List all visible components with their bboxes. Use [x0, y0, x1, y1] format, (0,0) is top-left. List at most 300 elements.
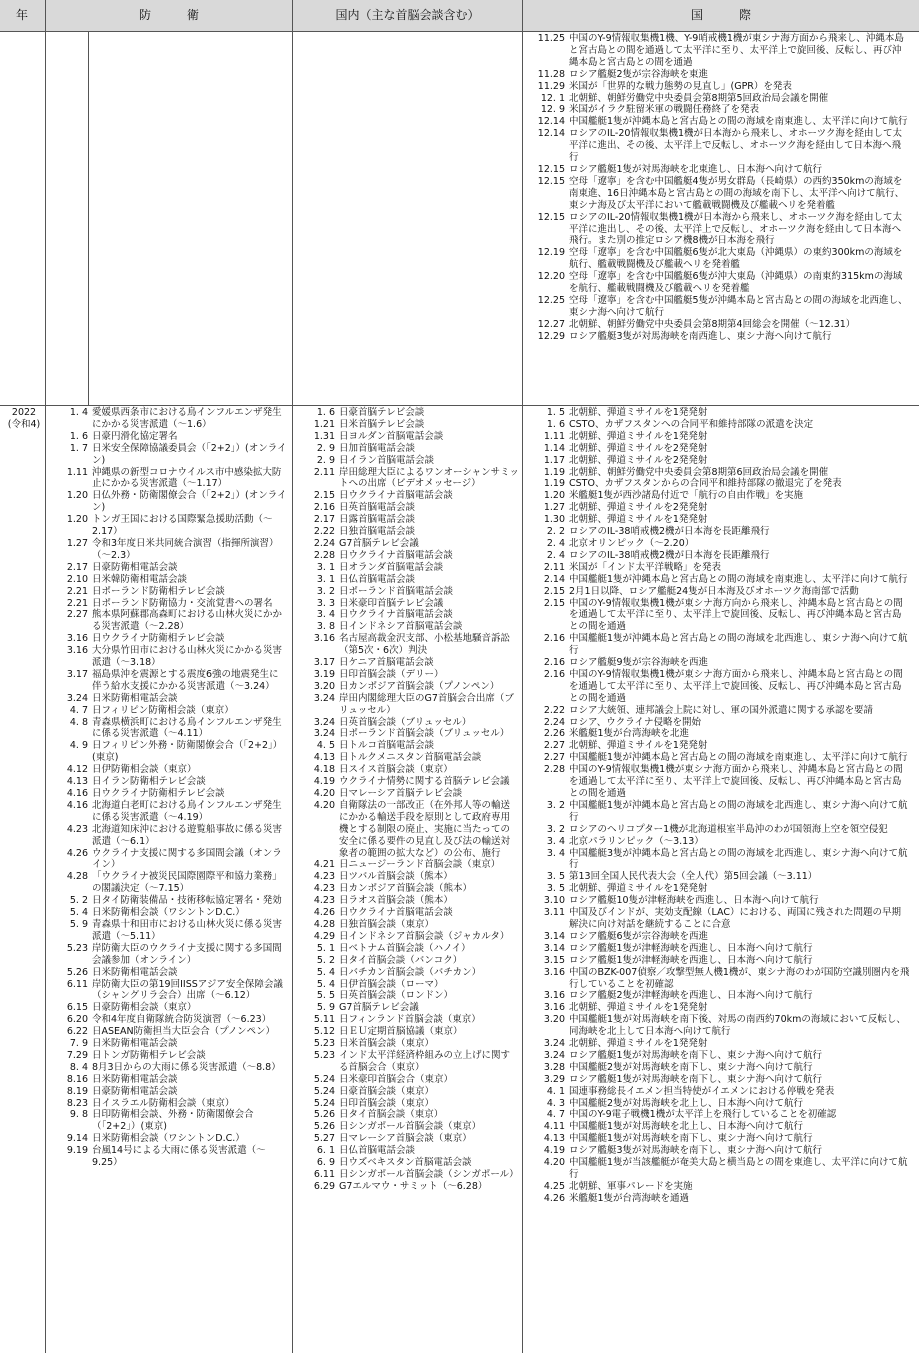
entry-date: 2.28 — [313, 549, 335, 561]
chronology-entry — [525, 1157, 910, 1181]
chronology-entry — [48, 467, 288, 491]
chronology-entry — [525, 295, 910, 319]
entry-text: 日オランダ首脳電話会談 — [339, 561, 444, 573]
entry-text: 空母「遼寧」を含む中国艦艇6隻が北大東島（沖縄県）の東約300kmの海域を航行、艦載戦闘機及び艦載ヘリを発着艦 — [569, 247, 903, 271]
entry-text: ウクライナ支援に関する多国間会議（オンライン） — [92, 847, 282, 871]
entry-date: 4.29 — [313, 930, 335, 942]
chronology-entry — [295, 562, 519, 574]
entry-date: 2.17 — [313, 514, 335, 526]
chronology-entry — [295, 764, 519, 776]
year-era: (令和4) — [7, 418, 41, 430]
chronology-entry — [295, 1145, 519, 1157]
chronology-entry — [525, 1086, 910, 1098]
chronology-entry — [525, 33, 910, 69]
entry-text: 日フィリピン外務・防衛閣僚会合（「2+2」）(東京) — [92, 740, 283, 764]
chronology-entry — [48, 764, 288, 776]
entry-text: 日仏首脳電話会談 — [339, 1145, 416, 1157]
entry-date: 3. 4 — [546, 835, 565, 847]
entry-date: 6.20 — [66, 1014, 88, 1026]
entry-text: 日米防衛相電話会談 — [92, 966, 178, 978]
international-column — [525, 407, 910, 1205]
entry-text: 日ウズベキスタン首脳電話会談 — [339, 1157, 472, 1169]
entry-text: 沖縄県の新型コロナウイルス市中感染拡大防止にかかる災害派遣（～1.17） — [92, 466, 282, 490]
entry-text: 中国艦艇1隻が対馬海峡を南下後、対馬の南西約70kmの海域において反転し、同海峡を北上して日本海へ向けて航行 — [569, 1014, 906, 1038]
entry-text: 日ウクライナ首脳電話会談 — [339, 490, 453, 502]
column-divider — [522, 0, 523, 1353]
entry-text: 日ツバル首脳会談（熊本） — [339, 871, 453, 883]
entry-text: 北朝鮮、弾道ミサイルを2発発射 — [569, 502, 708, 514]
chronology-entry — [295, 979, 519, 991]
chronology-entry — [295, 1038, 519, 1050]
entry-text: ロシア艦艇9隻が宗谷海峡を西進 — [569, 657, 709, 669]
entry-date: 3.16 — [66, 645, 88, 657]
entry-date: 4.23 — [313, 883, 335, 895]
entry-date: 12. 9 — [540, 104, 565, 116]
entry-text: 日伊防衛相会談（東京） — [92, 764, 197, 776]
chronology-entry — [295, 633, 519, 657]
entry-text: 北海道知床沖における遊覧船事故に係る災害派遣（～6.1） — [92, 823, 283, 847]
entry-date: 2. 2 — [546, 526, 565, 538]
chronology-entry — [295, 740, 519, 752]
entry-text: 北朝鮮、弾道ミサイルを1発発射 — [569, 1002, 708, 1014]
chronology-entry — [525, 598, 910, 634]
chronology-entry — [525, 740, 910, 752]
entry-date: 2.15 — [313, 490, 335, 502]
header-defense: 防 衛 — [138, 8, 199, 22]
entry-date: 3.24 — [543, 1049, 565, 1061]
entry-text: ロシア大統領、連邦議会上院に対し、軍の国外派遣に関する承認を要請 — [569, 704, 874, 716]
entry-text: 中国艦艇1隻が対馬海峡を北上し、日本海へ向けて航行 — [569, 1121, 804, 1133]
chronology-entry — [295, 467, 519, 491]
entry-date: 2.21 — [66, 597, 88, 609]
entry-date: 2. 4 — [546, 549, 565, 561]
entry-text: 日露首脳電話会談 — [339, 514, 416, 526]
entry-text: 日ウクライナ防衛相テレビ会談 — [92, 788, 225, 799]
entry-text: 日英首脳電話会談 — [339, 502, 416, 514]
chronology-entry — [295, 895, 519, 907]
entry-text: 日ウクライナ防衛相テレビ会談 — [92, 633, 225, 645]
entry-text: 日フィンランド首脳会談（東京） — [339, 1014, 481, 1026]
chronology-entry — [295, 681, 519, 693]
chronology-entry — [525, 562, 910, 574]
chronology-entry — [295, 526, 519, 538]
entry-text: 日米防衛相電話会談 — [92, 1038, 178, 1050]
entry-date: 2.11 — [543, 561, 565, 573]
chronology-entry — [295, 621, 519, 633]
chronology-entry — [295, 1014, 519, 1026]
entry-date: 5. 2 — [316, 954, 335, 966]
chronology-entry — [525, 943, 910, 955]
entry-text: CSTO、カザフスタンからの合同平和維持部隊の撤退完了を発表 — [569, 478, 842, 490]
chronology-entry — [525, 212, 910, 248]
entry-text: 8月3日からの大雨に係る災害派遣（～8.8） — [92, 1061, 281, 1073]
entry-text: ロシアのIL-20情報収集機1機が日本海から飛来し、オホーツク海を経由して太平洋に進出、その後、太平洋上で反転し、オホーツク海を経由して日本海へ飛行 — [569, 128, 903, 164]
entry-text: 米国が「世界的な戦力態勢の見直し」(GPR）を発表 — [569, 80, 792, 92]
chronology-entry — [295, 800, 519, 860]
entry-text: 北朝鮮、弾道ミサイルを1発発射 — [569, 407, 708, 418]
entry-text: 日ウクライナ首脳電話会談 — [339, 609, 453, 621]
chronology-entry — [525, 1133, 910, 1145]
entry-date: 4.21 — [313, 859, 335, 871]
entry-date: 5.23 — [313, 1049, 335, 1061]
chronology-entry — [525, 883, 910, 895]
entry-date: 4.26 — [66, 847, 88, 859]
entry-date: 3.14 — [543, 930, 565, 942]
entry-text: 日米防衛相電話会談 — [92, 692, 178, 704]
entry-text: 青森県横浜町における鳥インフルエンザ発生に係る災害派遣（～4.11） — [92, 716, 282, 740]
chronology-entry — [525, 116, 910, 128]
entry-date: 4.13 — [313, 752, 335, 764]
entry-date: 2.27 — [543, 740, 565, 752]
entry-date: 5.27 — [313, 1133, 335, 1145]
chronology-entry — [295, 955, 519, 967]
entry-date: 12.27 — [537, 318, 565, 330]
entry-text: 国連事務総長イエメン担当特使がイエメンにおける停戦を発表 — [569, 1085, 835, 1097]
entry-text: CSTO、カザフスタンへの合同平和維持部隊の派遣を決定 — [569, 418, 814, 430]
chronology-entry — [295, 859, 519, 871]
entry-text: 中国艦艇1隻が沖縄本島と宮古島との間の海域を南東進し、太平洋に向けて航行 — [569, 752, 908, 764]
entry-text: 日イスラエル防衛相会談（東京） — [92, 1097, 235, 1109]
chronology-entry — [525, 176, 910, 212]
header-international: 国 際 — [690, 8, 751, 22]
entry-date: 3.16 — [313, 633, 335, 645]
entry-date: 6. 1 — [316, 1145, 335, 1157]
entry-date: 4.23 — [313, 871, 335, 883]
entry-text: 日ポーランド首脳電話会談 — [339, 585, 454, 597]
entry-date: 9.14 — [66, 1133, 88, 1145]
entry-text: ロシア艦艇1隻が対馬海峡を北東進し、日本海へ向けて航行 — [569, 163, 823, 175]
chronology-entry — [525, 526, 910, 538]
entry-text: 日豪首脳会談（東京） — [339, 1085, 435, 1097]
entry-date: 4.18 — [313, 764, 335, 776]
entry-date: 5.11 — [313, 1014, 335, 1026]
entry-date: 1.17 — [543, 454, 565, 466]
entry-date: 1.31 — [313, 430, 335, 442]
entry-date: 3. 2 — [546, 799, 565, 811]
chronology-entry — [295, 967, 519, 979]
entry-date: 3.10 — [543, 895, 565, 907]
chronology-entry — [295, 1181, 519, 1193]
entry-date: 3. 5 — [546, 871, 565, 883]
entry-text: 北京オリンピック（～2.20） — [569, 537, 695, 549]
entry-date: 11.29 — [537, 80, 565, 92]
chronology-entry — [295, 1074, 519, 1086]
entry-text: 北朝鮮、弾道ミサイルを2発発射 — [569, 454, 708, 466]
entry-text: 日米豪印首脳テレビ会議 — [339, 597, 444, 609]
entry-date: 3. 8 — [316, 621, 335, 633]
chronology-entry — [525, 331, 910, 343]
entry-text: 日印防衛相会談、外務・防衛閣僚会合（「2+2」）(東京) — [92, 1109, 254, 1133]
chronology-entry — [48, 1014, 288, 1026]
entry-date: 1.21 — [313, 418, 335, 430]
entry-text: 台風14号による大雨に係る災害派遣（～9.25） — [92, 1145, 266, 1169]
entry-text: 日トルコ首脳電話会談 — [339, 740, 435, 752]
entry-text: 米艦艇1隻が西沙諸島付近で「航行の自由作戦」を実施 — [569, 490, 804, 502]
entry-text: ロシアのIL-38哨戒機2機が日本海を長距離飛行 — [569, 526, 770, 538]
entry-text: 中国艦艇1隻が沖縄本島と宮古島との間の海域を南東進し、太平洋に向けて航行 — [569, 573, 908, 585]
chronology-entry — [295, 1086, 519, 1098]
chronology-entry — [48, 645, 288, 669]
entry-text: 第13回全国人民代表大会（全人代）第5回会議（～3.11） — [569, 871, 818, 883]
chronology-entry — [48, 514, 288, 538]
entry-date: 1.19 — [543, 466, 565, 478]
entry-text: 日バチカン首脳会談（バチカン） — [339, 966, 482, 978]
entry-text: 日ケニア首脳電話会談 — [339, 657, 434, 669]
chronology-entry — [48, 1098, 288, 1110]
chronology-entry — [525, 514, 910, 526]
chronology-entry — [295, 407, 519, 419]
chronology-entry — [295, 431, 519, 443]
chronology-entry — [525, 490, 910, 502]
chronology-entry — [525, 431, 910, 443]
entry-date: 12.25 — [537, 294, 565, 306]
defense-column — [48, 407, 288, 1169]
chronology-entry — [48, 967, 288, 979]
entry-text: 米艦艇1隻が台湾海峡を北進 — [569, 728, 690, 740]
chronology-entry — [295, 609, 519, 621]
chronology-entry — [48, 1145, 288, 1169]
chronology-entry — [295, 455, 519, 467]
entry-date: 5. 4 — [69, 907, 88, 919]
chronology-entry — [295, 788, 519, 800]
entry-text: ロシアのIL-20情報収集機1機が日本海から飛来し、オホーツク海を経由して太平洋に進出し、その後、太平洋上で反転し、オホーツク海を経由して日本海へ飛行。また別の推定ロシア機8機が日本海を飛行 — [569, 211, 903, 247]
chronology-entry — [48, 788, 288, 800]
chronology-entry — [295, 1098, 519, 1110]
entry-text: 日シンガポール首脳会談（東京） — [339, 1121, 482, 1133]
chronology-entry — [48, 919, 288, 943]
chronology-entry — [525, 1062, 910, 1074]
top-international-column — [525, 33, 910, 343]
entry-date: 5.24 — [313, 1085, 335, 1097]
chronology-entry — [295, 693, 519, 717]
entry-date: 11.25 — [537, 33, 565, 44]
entry-date: 2.11 — [313, 466, 335, 478]
chronology-entry — [525, 657, 910, 669]
entry-text: ロシア艦艇3隻が対馬海峡を南下し、東シナ海へ向けて航行 — [569, 1145, 823, 1157]
entry-text: 愛媛県西条市における鳥インフルエンザ発生にかかる災害派遣（～1.6） — [92, 407, 282, 430]
entry-date: 1.19 — [543, 478, 565, 490]
chronology-entry — [48, 1109, 288, 1133]
entry-date: 12.15 — [537, 163, 565, 175]
entry-text: 日トンガ防衛相テレビ会談 — [92, 1049, 206, 1061]
entry-text: 北朝鮮、弾道ミサイルを1発発射 — [569, 430, 708, 442]
entry-date: 4.23 — [66, 823, 88, 835]
entry-text: ロシア艦艇3隻が対馬海峡を南西進し、東シナ海へ向けて航行 — [569, 330, 832, 342]
chronology-entry — [295, 717, 519, 729]
entry-date: 2.16 — [313, 502, 335, 514]
entry-text: 日豪防衛相会談（東京） — [92, 1002, 197, 1014]
entry-text: 日加首脳電話会談 — [339, 442, 416, 454]
entry-date: 5.26 — [66, 966, 88, 978]
chronology-entry — [525, 752, 910, 764]
entry-date: 4.11 — [543, 1121, 565, 1133]
chronology-entry — [295, 728, 519, 740]
entry-date: 8. 4 — [69, 1061, 88, 1073]
entry-text: 日トルクメニスタン首脳電話会談 — [339, 752, 482, 764]
chronology-entry — [525, 1145, 910, 1157]
chronology-entry — [48, 800, 288, 824]
entry-date: 4.13 — [66, 776, 88, 788]
entry-date: 1. 6 — [546, 418, 565, 430]
entry-text: 岸防衛大臣のウクライナ支援に関する多国間会議参加（オンライン） — [92, 942, 282, 966]
chronology-entry — [525, 478, 910, 490]
entry-date: 3.28 — [543, 1061, 565, 1073]
entry-date: 6.22 — [66, 1026, 88, 1038]
chronology-entry — [295, 657, 519, 669]
entry-text: 中国艦艇2隻が対馬海峡を南下し、東シナ海へ向けて航行 — [569, 1061, 813, 1073]
chronology-entry — [295, 598, 519, 610]
entry-text: 自衛隊法の一部改正（在外邦人等の輸送にかかる輸送手段を原則として政府専用機とする制限の廃止、実施に当たっての安全に係る要件の見直し及び法の輸送対象者の範囲の拡大など）の公布、施行 — [339, 799, 511, 859]
chronology-entry — [48, 407, 288, 431]
entry-date: 4. 7 — [546, 1109, 565, 1121]
entry-text: ロシア艦艇1隻が対馬海峡を南下し、東シナ海へ向けて航行 — [569, 1049, 823, 1061]
entry-date: 9. 8 — [69, 1109, 88, 1121]
entry-text: 中国艦艇2隻が対馬海峡を北上し、日本海へ向けて航行 — [569, 1097, 804, 1109]
chronology-entry — [525, 502, 910, 514]
entry-text: 日ウクライナ首脳電話会談 — [339, 907, 453, 919]
entry-text: 中国艦艇1隻が対馬海峡を南下し、東シナ海へ向けて航行 — [569, 1133, 813, 1145]
chronology-entry — [525, 907, 910, 931]
chronology-entry — [295, 1121, 519, 1133]
chronology-entry — [48, 609, 288, 633]
entry-date: 6.29 — [313, 1180, 335, 1192]
chronology-entry — [48, 717, 288, 741]
entry-text: 中国艦艇1隻が当該艦艇が奄美大島と横当島との間を東進し、太平洋に向けて航行 — [569, 1157, 908, 1180]
entry-text: 中国のBZK-007偵察／攻撃型無人機1機が、東シナ海のわが国防空識別圏内を飛行していることを初確認 — [569, 966, 910, 990]
chronology-entry — [48, 490, 288, 514]
entry-date: 4.20 — [543, 1157, 565, 1169]
chronology-entry — [48, 598, 288, 610]
entry-date: 4. 1 — [546, 1085, 565, 1097]
entry-text: 福島県沖を震源とする震度6強の地震発生に伴う給水支援にかかる災害派遣（～3.24） — [92, 668, 279, 692]
entry-date: 5.12 — [313, 1026, 335, 1038]
chronology-entry — [295, 1026, 519, 1038]
entry-text: 中国のY-9情報収集機1機が東シナ海方向から飛来し、沖縄本島と宮古島との間を通過して太平洋に至り、太平洋上で旋回後、反転し、再び沖縄本島と宮古島との間を通過 — [569, 597, 903, 633]
chronology-entry — [295, 931, 519, 943]
entry-date: 2.22 — [313, 526, 335, 538]
entry-text: 日カンボジア首脳会談（熊本） — [339, 883, 473, 895]
entry-date: 2.27 — [543, 752, 565, 764]
entry-date: 5. 9 — [69, 918, 88, 930]
entry-text: 中国艦艇1隻が沖縄本島と宮古島との間の海域を北西進し、東シナ海へ向けて航行 — [569, 799, 908, 823]
chronology-entry — [295, 514, 519, 526]
entry-text: 日カンボジア首脳会談（プノンペン） — [339, 680, 500, 692]
entry-date: 4. 8 — [69, 716, 88, 728]
entry-date: 4.28 — [313, 918, 335, 930]
chronology-entry — [48, 1086, 288, 1098]
chronology-entry — [295, 538, 519, 550]
chronology-entry — [525, 443, 910, 455]
entry-date: 2.15 — [543, 597, 565, 609]
chronology-entry — [48, 1062, 288, 1074]
entry-text: ロシア艦艇6隻が宗谷海峡を西進 — [569, 930, 709, 942]
entry-text: 空母「遼寧」を含む中国艦艇4隻が男女群島（長崎県）の西約350kmの海域を南東進、16日沖縄本島と宮古島との間の海域を南下し、太平洋へ向けて航行、東シナ海及び太平洋において艦載戦闘機及び艦載ヘリを発着艦 — [569, 175, 905, 211]
entry-date: 2. 9 — [316, 442, 335, 454]
entry-text: 青森県十和田市における山林火災に係る災害派遣（～5.11） — [92, 918, 283, 942]
chronology-entry — [295, 490, 519, 502]
entry-text: 日インドネシア首脳会談（ジャカルタ） — [339, 930, 510, 942]
chronology-entry — [48, 1050, 288, 1062]
entry-date: 3.16 — [543, 966, 565, 978]
entry-text: 北朝鮮、弾道ミサイルを2発発射 — [569, 442, 708, 454]
entry-text: 日フィリピン防衛相会談（東京） — [92, 704, 234, 716]
entry-date: 5. 1 — [316, 942, 335, 954]
chronology-entry — [525, 1074, 910, 1086]
chronology-entry — [48, 907, 288, 919]
chronology-entry — [295, 907, 519, 919]
entry-date: 4.26 — [543, 1192, 565, 1204]
chronology-entry — [525, 895, 910, 907]
entry-date: 2.16 — [543, 633, 565, 645]
entry-date: 3.14 — [543, 942, 565, 954]
chronology-entry — [48, 1038, 288, 1050]
chronology-entry — [525, 669, 910, 705]
entry-date: 1.11 — [66, 466, 88, 478]
entry-date: 4.16 — [66, 788, 88, 799]
entry-date: 3. 2 — [546, 823, 565, 835]
chronology-entry — [48, 979, 288, 1003]
entry-date: 6.11 — [66, 978, 88, 990]
chronology-entry — [525, 705, 910, 717]
entry-text: 日豪円滑化協定署名 — [92, 430, 178, 442]
entry-date: 7.29 — [66, 1049, 88, 1061]
entry-date: 5. 4 — [316, 966, 335, 978]
chronology-entry — [295, 883, 519, 895]
entry-text: 日印首脳会談（東京） — [339, 1097, 435, 1109]
entry-text: ロシア艦艇1隻が対馬海峡を南下し、東シナ海へ向けて航行 — [569, 1073, 823, 1085]
entry-date: 3. 4 — [546, 847, 565, 859]
entry-text: 北朝鮮、朝鮮労働党中央委員会第8期第5回政治局会議を開催 — [569, 92, 829, 104]
entry-date: 5. 9 — [316, 1002, 335, 1014]
entry-text: 日イラン首脳電話会談 — [339, 454, 435, 466]
entry-date: 2.24 — [313, 537, 335, 549]
chronology-entry — [295, 752, 519, 764]
entry-text: 日米豪印首脳会合（東京） — [339, 1073, 454, 1085]
entry-text: 日マレーシア首脳テレビ会談 — [339, 788, 463, 799]
entry-date: 3. 5 — [546, 883, 565, 895]
entry-text: 日米韓防衛相電話会談 — [92, 573, 188, 585]
entry-text: 2月1日以降、ロシア艦艇24隻が日本海及びオホーツク海南部で活動 — [569, 585, 859, 597]
chronology-entry — [48, 824, 288, 848]
entry-text: 北朝鮮、朝鮮労働党中央委員会第8期第6回政治局会議を開催 — [569, 466, 829, 478]
chronology-entry — [525, 271, 910, 295]
table-header — [0, 0, 919, 32]
entry-text: 中国のY-9情報収集機1機が東シナ海方面から飛来し、沖縄本島と宮古島との間を通過して太平洋に至り、太平洋上で旋回後、反転し、再び沖縄本島と宮古島との間を通過 — [569, 668, 903, 704]
entry-text: 岸防衛大臣の第19回IISSアジア安全保障会議（シャングリラ会合）出席（～6.12） — [92, 978, 283, 1002]
entry-text: 日マレーシア首脳会談（東京） — [339, 1133, 472, 1145]
entry-date: 1.11 — [543, 430, 565, 442]
chronology-entry — [525, 633, 910, 657]
entry-date: 2.24 — [543, 716, 565, 728]
chronology-entry — [295, 776, 519, 788]
entry-date: 3.16 — [543, 990, 565, 1002]
chronology-entry — [295, 443, 519, 455]
chronology-entry — [525, 931, 910, 943]
chronology-entry — [525, 1121, 910, 1133]
entry-date: 3.15 — [543, 954, 565, 966]
entry-date: 3. 2 — [316, 585, 335, 597]
entry-text: 日米防衛相会談（ワシントンD.C.） — [92, 1133, 245, 1145]
entry-date: 5.24 — [313, 1073, 335, 1085]
entry-date: 4.19 — [313, 776, 335, 788]
entry-date: 1.27 — [66, 537, 88, 549]
chronology-entry — [295, 990, 519, 1002]
domestic-column — [295, 407, 519, 1193]
chronology-entry — [295, 1169, 519, 1181]
entry-date: 5. 5 — [316, 990, 335, 1002]
entry-date: 5. 2 — [69, 895, 88, 907]
entry-date: 3. 4 — [316, 609, 335, 621]
